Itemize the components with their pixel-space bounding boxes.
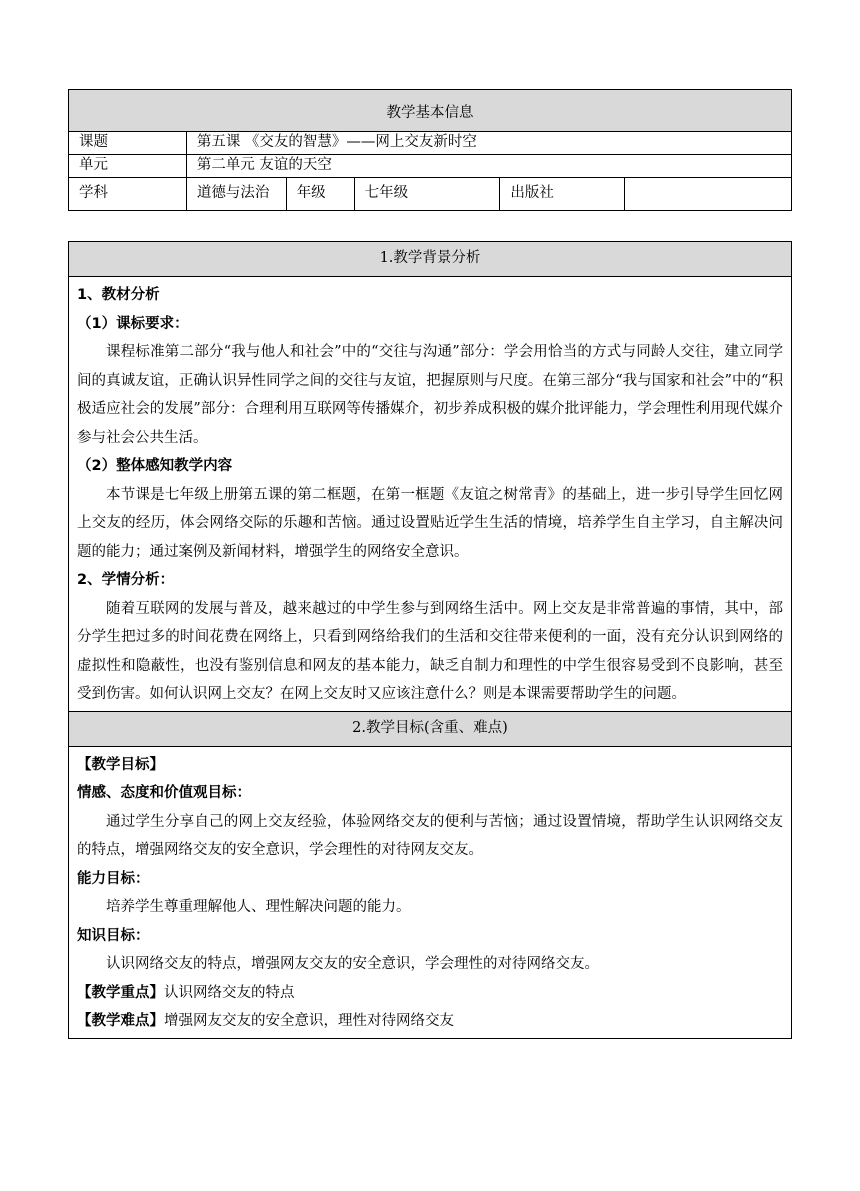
unit-value: 第二单元 友谊的天空	[186, 155, 791, 178]
textbook-analysis-heading: 1、教材分析	[77, 287, 160, 303]
key-point-value: 认识网络交友的特点	[164, 984, 295, 1001]
section2-body	[69, 746, 792, 1038]
teaching-goals-heading: 【教学目标】	[77, 756, 164, 773]
overall-content-heading: （2）整体感知教学内容	[77, 458, 233, 474]
publisher-value	[625, 178, 792, 211]
unit-label: 单元	[69, 155, 187, 178]
difficulty-value: 增强网友交友的安全意识，理性对待网络交友	[164, 1013, 454, 1029]
topic-value: 第五课 《交友的智慧》——网上交友新时空	[186, 132, 791, 155]
student-analysis-heading: 2、学情分析：	[77, 572, 175, 588]
teaching-content-table	[68, 241, 792, 1039]
ability-goal-heading: 能力目标：	[77, 870, 150, 887]
student-analysis-paragraph: 随着互联网的发展与普及，越来越过的中学生参与到网络生活中。网上交友是非常普遍的事情，其中，部分学生把过多的时间花费在网络上，只看到网络给我们的生活和交往带来便利的一面，没有充分认识到网络的虚拟性和隐蔽性，也没有鉴别信息和网友的基本能力，缺乏自制力和理性的中学生很容易受到不良影响，甚至受到伤害。如何认识网上交友？在网上交友时又应该注意什么？则是本课需要帮助学生的问题。	[77, 600, 783, 702]
standard-requirement-paragraph: 课程标准第二部分“我与他人和社会”中的“交往与沟通”部分：学会用恰当的方式与同龄人交往，建立同学间的真诚友谊，正确认识异性同学之间的交往与友谊，把握原则与尺度。在第三部分“我与国家和社会”中的“积极适应社会的发展”部分：合理利用互联网等传播媒介，初步养成积极的媒介批评能力，学会理性利用现代媒介参与社会公共生活。	[77, 344, 783, 446]
overall-content-paragraph: 本节课是七年级上册第五课的第二框题，在第一框题《友谊之树常青》的基础上，进一步引导学生回忆网上交友的经历，体会网络交际的乐趣和苦恼。通过设置贴近学生生活的情境，培养学生自主学习，自主解决问题的能力；通过案例及新闻材料，增强学生的网络安全意识。	[77, 486, 783, 560]
basic-info-title: 教学基本信息	[69, 90, 792, 132]
publisher-label: 出版社	[500, 178, 625, 211]
topic-label: 课题	[69, 132, 187, 155]
subject-value: 道德与法治	[186, 178, 286, 211]
emotion-goal-paragraph: 通过学生分享自己的网上交友经验，体验网络交友的便利与苦恼；通过设置情境，帮助学生认识网络交友的特点，增强网络交友的安全意识，学会理性的对待网友交友。	[77, 813, 783, 858]
grade-label: 年级	[286, 178, 354, 211]
key-point-line	[77, 979, 783, 1008]
section1-header: 1.教学背景分析	[69, 242, 792, 277]
knowledge-goal-heading: 知识目标：	[77, 927, 150, 944]
section2-header: 2.教学目标(含重、难点)	[69, 711, 792, 746]
standard-requirement-heading: （1）课标要求：	[77, 315, 189, 332]
difficulty-line	[77, 1007, 783, 1036]
ability-goal-paragraph: 培养学生尊重理解他人、理性解决问题的能力。	[106, 899, 411, 915]
subject-label: 学科	[69, 178, 187, 211]
key-point-label: 【教学重点】	[77, 984, 164, 1001]
basic-info-table	[68, 89, 792, 211]
section1-body	[69, 277, 792, 712]
grade-value: 七年级	[354, 178, 500, 211]
knowledge-goal-paragraph: 认识网络交友的特点，增强网友交友的安全意识，学会理性的对待网络交友。	[106, 956, 599, 972]
emotion-goal-heading: 情感、态度和价值观目标：	[77, 785, 251, 801]
difficulty-label: 【教学难点】	[77, 1013, 164, 1029]
